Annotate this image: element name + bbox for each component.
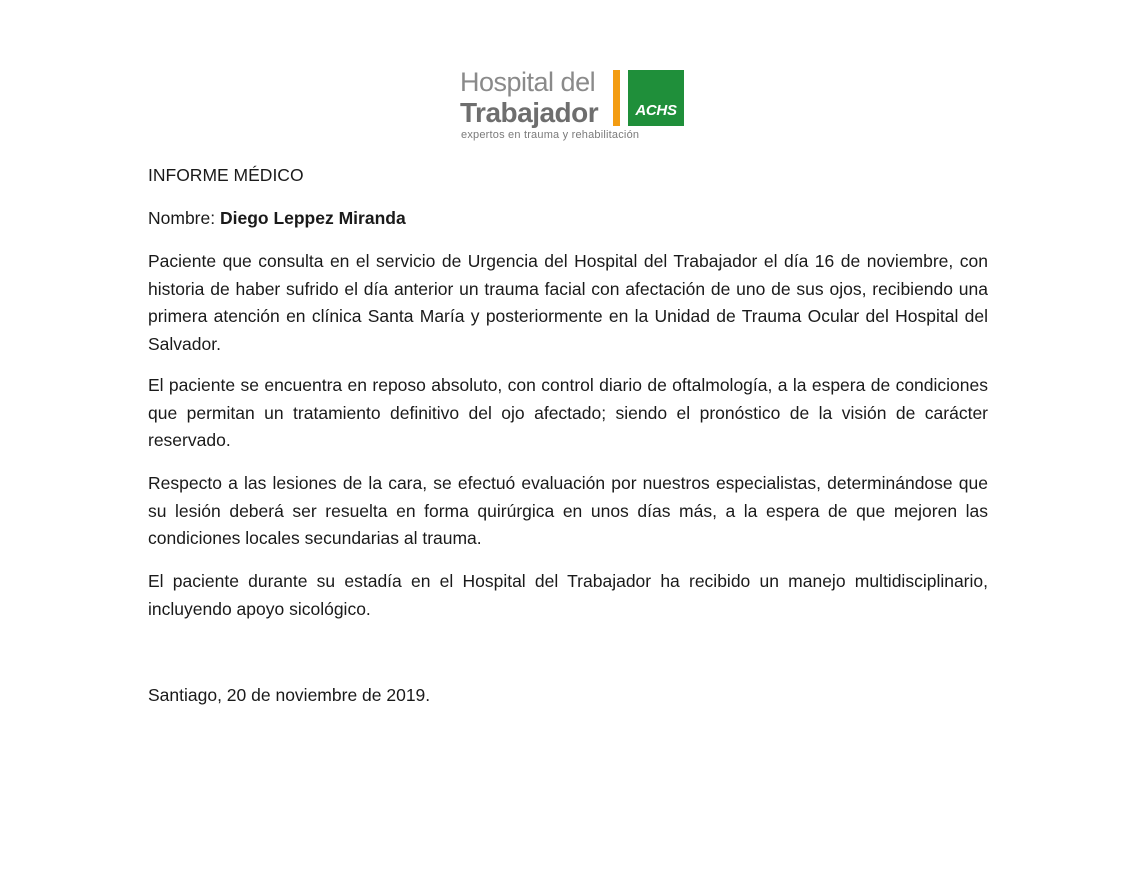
report-date: Santiago, 20 de noviembre de 2019. — [148, 685, 431, 705]
logo-text-line2: Trabajador — [460, 97, 599, 128]
paragraph-status: El paciente se encuentra en reposo absoluto, con control diario de oftalmología, a la espera de condiciones que permitan un tratamiento definitivo del ojo afectado; siendo el pronóstico de la visión de carácter reservado. — [148, 375, 988, 450]
hospital-logo — [458, 66, 688, 146]
paragraph-care: El paciente durante su estadía en el Hospital del Trabajador ha recibido un manejo multidisciplinario, incluyendo apoyo sicológico. — [148, 571, 988, 619]
patient-name-value: Diego Leppez Miranda — [219, 208, 406, 228]
paragraph-facial-injuries: Respecto a las lesiones de la cara, se efectuó evaluación por nuestros especialistas, determinándose que su lesión deberá ser resuelta en forma quirúrgica en unos días más, a la espera de que mejoren las condiciones locales secundarias al trauma. — [148, 473, 988, 548]
achs-badge-text: ACHS — [635, 102, 677, 119]
patient-name-line — [148, 205, 406, 233]
logo-tagline: expertos en trauma y rehabilitación — [461, 129, 640, 141]
logo-accent-bar — [613, 70, 620, 126]
report-heading: INFORME MÉDICO — [148, 165, 304, 185]
patient-name-label: Nombre: — [148, 208, 220, 228]
achs-badge — [628, 70, 684, 126]
paragraph-consultation: Paciente que consulta en el servicio de Urgencia del Hospital del Trabajador el día 16 de noviembre, con historia de haber sufrido el día anterior un trauma facial con afectación de uno de sus ojos, recibiendo una primera atención en clínica Santa María y posteriormente en la Unidad de Trauma Ocular del Hospital del Salvador. — [148, 251, 988, 354]
logo-text-line1: Hospital del — [460, 67, 596, 97]
